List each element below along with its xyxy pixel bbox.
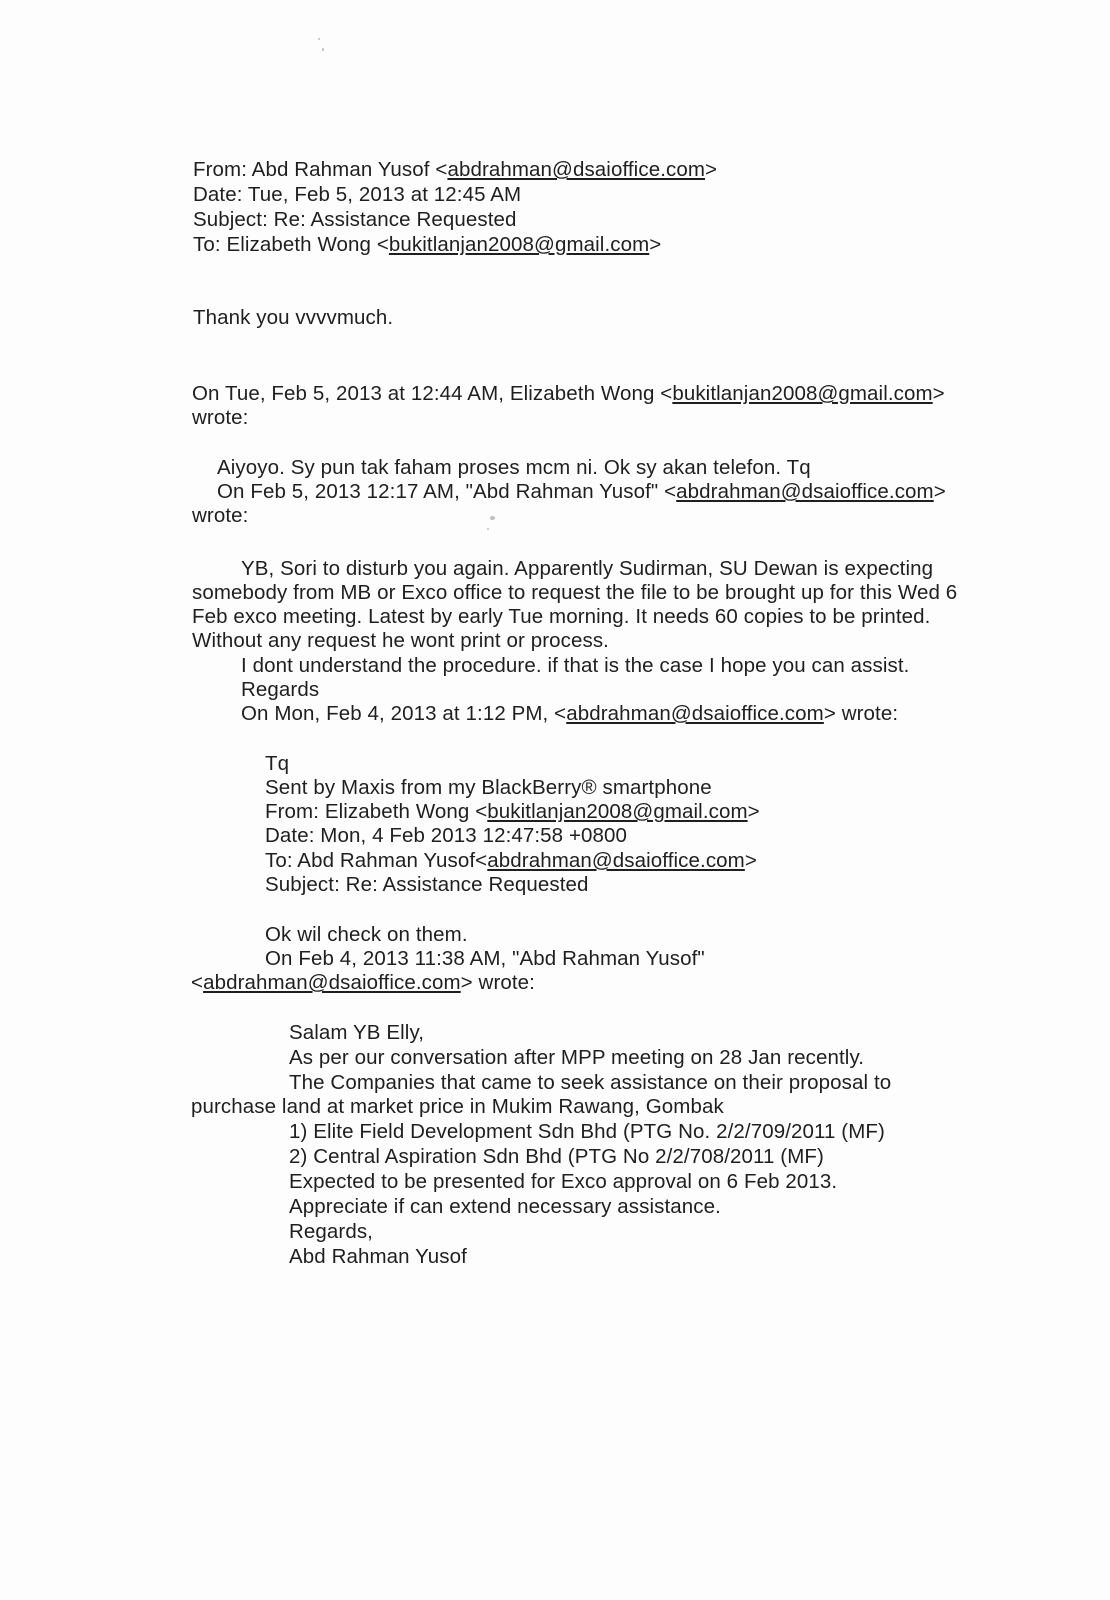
quote4-intro: On Feb 4, 2013 11:38 AM, "Abd Rahman Yusof" — [265, 947, 705, 970]
quote4-regards: Regards, — [289, 1220, 373, 1243]
scan-speck — [318, 38, 320, 40]
quote4-line1: As per our conversation after MPP meeting on 28 Jan recently. — [289, 1046, 865, 1069]
header-from-close: > — [705, 158, 718, 181]
reply1-body: Thank you vvvvmuch. — [193, 306, 394, 329]
scan-speck — [487, 528, 489, 530]
header-from-email[interactable]: abdrahman@dsaioffice.com — [447, 158, 706, 181]
scan-speck — [490, 516, 495, 520]
quote4-line4: Expected to be presented for Exco approval on 6 Feb 2013. — [289, 1170, 838, 1193]
header-from-label: From: Abd Rahman Yusof < — [193, 158, 448, 181]
header-to-close: > — [649, 233, 662, 256]
quote4-open: < — [191, 971, 204, 994]
quote4-email[interactable]: abdrahman@dsaioffice.com — [203, 971, 461, 994]
quote3-to-label: To: Abd Rahman Yusof< — [265, 849, 488, 872]
scan-speck — [322, 48, 324, 51]
quote1-intro: On Tue, Feb 5, 2013 at 12:44 AM, Elizabeth Wong < — [192, 382, 673, 405]
quote3-intro-line — [241, 702, 898, 726]
quote3-to-close: > — [744, 849, 757, 872]
quote2-intro: On Feb 5, 2013 12:17 AM, "Abd Rahman Yusof" < — [217, 480, 677, 503]
quote3-date: Date: Mon, 4 Feb 2013 12:47:58 +0800 — [265, 824, 628, 847]
quote2-close: > — [933, 480, 946, 503]
quote3-to-email[interactable]: abdrahman@dsaioffice.com — [487, 849, 745, 872]
quote4-greeting: Salam YB Elly, — [289, 1021, 425, 1044]
quote4-item1: 1) Elite Field Development Sdn Bhd (PTG No. 2/2/709/2011 (MF) — [289, 1120, 885, 1143]
quote3-from-close: > — [747, 800, 760, 823]
quote4-close: > wrote: — [460, 971, 535, 994]
quote4-item2: 2) Central Aspiration Sdn Bhd (PTG No 2/2/708/2011 (MF) — [289, 1145, 824, 1168]
quote3-close: > wrote: — [823, 702, 899, 725]
quote2-line5: I dont understand the procedure. if that is the case I hope you can assist. — [241, 654, 910, 677]
quote3-from-label: From: Elizabeth Wong < — [265, 800, 488, 823]
quote4-line2: The Companies that came to seek assistance on their proposal to — [289, 1071, 892, 1094]
quote1-wrote: wrote: — [192, 406, 249, 429]
quote2-regards: Regards — [241, 678, 320, 701]
quote3-tq: Tq — [265, 752, 290, 775]
quote2-wrote: wrote: — [192, 504, 249, 527]
header-to-label: To: Elizabeth Wong < — [193, 233, 389, 256]
quote3-subject: Subject: Re: Assistance Requested — [265, 873, 589, 896]
quote2-line4: Without any request he wont print or process. — [192, 629, 609, 652]
quote1-email[interactable]: bukitlanjan2008@gmail.com — [672, 382, 933, 405]
quote3-from-line — [265, 800, 760, 824]
quote1-intro-line — [192, 382, 945, 406]
quote3-from-email[interactable]: bukitlanjan2008@gmail.com — [487, 800, 748, 823]
quote2-email[interactable]: abdrahman@dsaioffice.com — [676, 480, 934, 503]
header-to-email[interactable]: bukitlanjan2008@gmail.com — [388, 233, 650, 256]
quote1-body: Aiyoyo. Sy pun tak faham proses mcm ni. Ok sy akan telefon. Tq — [217, 456, 811, 479]
header-from-line — [193, 158, 717, 182]
quote2-intro-line — [217, 480, 946, 504]
header-subject: Subject: Re: Assistance Requested — [193, 208, 517, 231]
header-date: Date: Tue, Feb 5, 2013 at 12:45 AM — [193, 183, 522, 206]
quote4-signature: Abd Rahman Yusof — [289, 1245, 467, 1268]
quote3-body: Ok wil check on them. — [265, 923, 468, 946]
quote2-line2: somebody from MB or Exco office to request the file to be brought up for this Wed 6 — [192, 581, 958, 604]
quote2-line1: YB, Sori to disturb you again. Apparently Sudirman, SU Dewan is expecting — [241, 557, 934, 580]
quote2-line3: Feb exco meeting. Latest by early Tue morning. It needs 60 copies to be printed. — [192, 605, 931, 628]
quote3-email[interactable]: abdrahman@dsaioffice.com — [566, 702, 824, 725]
quote3-to-line — [265, 849, 757, 873]
quote3-intro: On Mon, Feb 4, 2013 at 1:12 PM, < — [241, 702, 567, 725]
quote4-line3: purchase land at market price in Mukim Rawang, Gombak — [191, 1095, 724, 1118]
quote1-close: > — [932, 382, 945, 405]
quote4-email-line — [191, 971, 535, 995]
quote3-sent-by: Sent by Maxis from my BlackBerry® smartphone — [265, 776, 712, 799]
header-to-line — [193, 233, 661, 257]
quote4-line5: Appreciate if can extend necessary assistance. — [289, 1195, 721, 1218]
